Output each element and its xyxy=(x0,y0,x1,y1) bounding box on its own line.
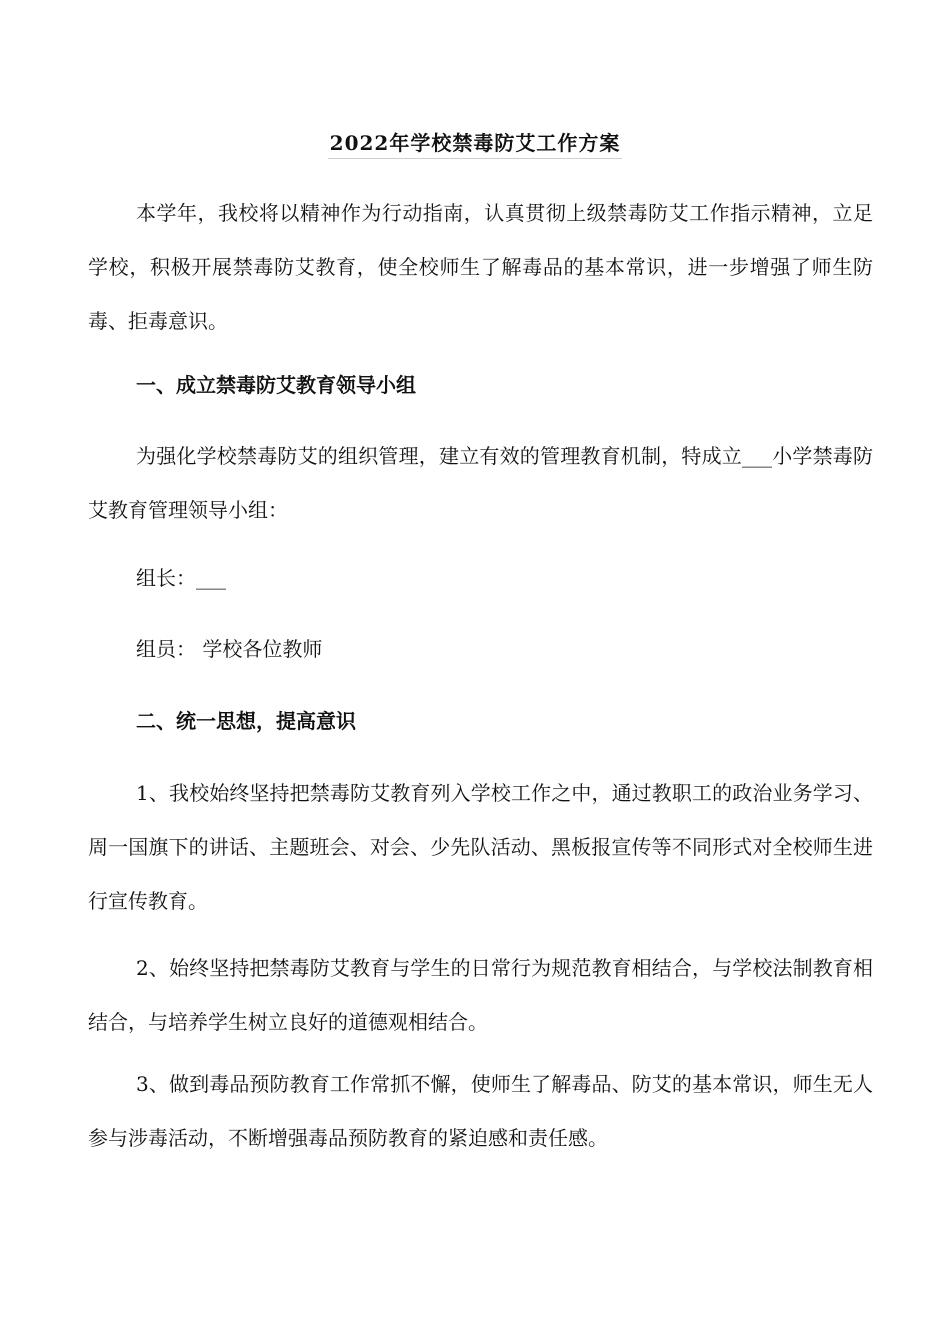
section-1-paragraph: 为强化学校禁毒防艾的组织管理，建立有效的管理教育机制，特成立___小学禁毒防艾教育管理领导小组： xyxy=(88,444,873,522)
document-title-text: 2022年学校禁毒防艾工作方案 xyxy=(328,128,623,159)
section-2-item-3: 3、做到毒品预防教育工作常抓不懈，使师生了解毒品、防艾的基本常识，师生无人参与涉毒活动，不断增强毒品预防教育的紧迫感和责任感。 xyxy=(88,1072,873,1150)
group-leader-line: 组长：___ xyxy=(136,566,226,590)
section-2-item-2: 2、始终坚持把禁毒防艾教育与学生的日常行为规范教育相结合，与学校法制教育相结合，与培养学生树立良好的道德观相结合。 xyxy=(88,956,873,1034)
section-2-item-1: 1、我校始终坚持把禁毒防艾教育列入学校工作之中，通过教职工的政治业务学习、周一国旗下的讲话、主题班会、对会、少先队活动、黑板报宣传等不同形式对全校师生进行宣传教育。 xyxy=(88,781,873,913)
intro-paragraph: 本学年，我校将以精神作为行动指南，认真贯彻上级禁毒防艾工作指示精神，立足学校，积极开展禁毒防艾教育，使全校师生了解毒品的基本常识，进一步增强了师生防毒、拒毒意识。 xyxy=(88,201,873,333)
section-2-heading: 二、统一思想，提高意识 xyxy=(136,709,356,733)
group-members-line: 组员： 学校各位教师 xyxy=(136,637,323,661)
section-1-heading: 一、成立禁毒防艾教育领导小组 xyxy=(136,373,416,397)
document-title xyxy=(0,128,950,159)
